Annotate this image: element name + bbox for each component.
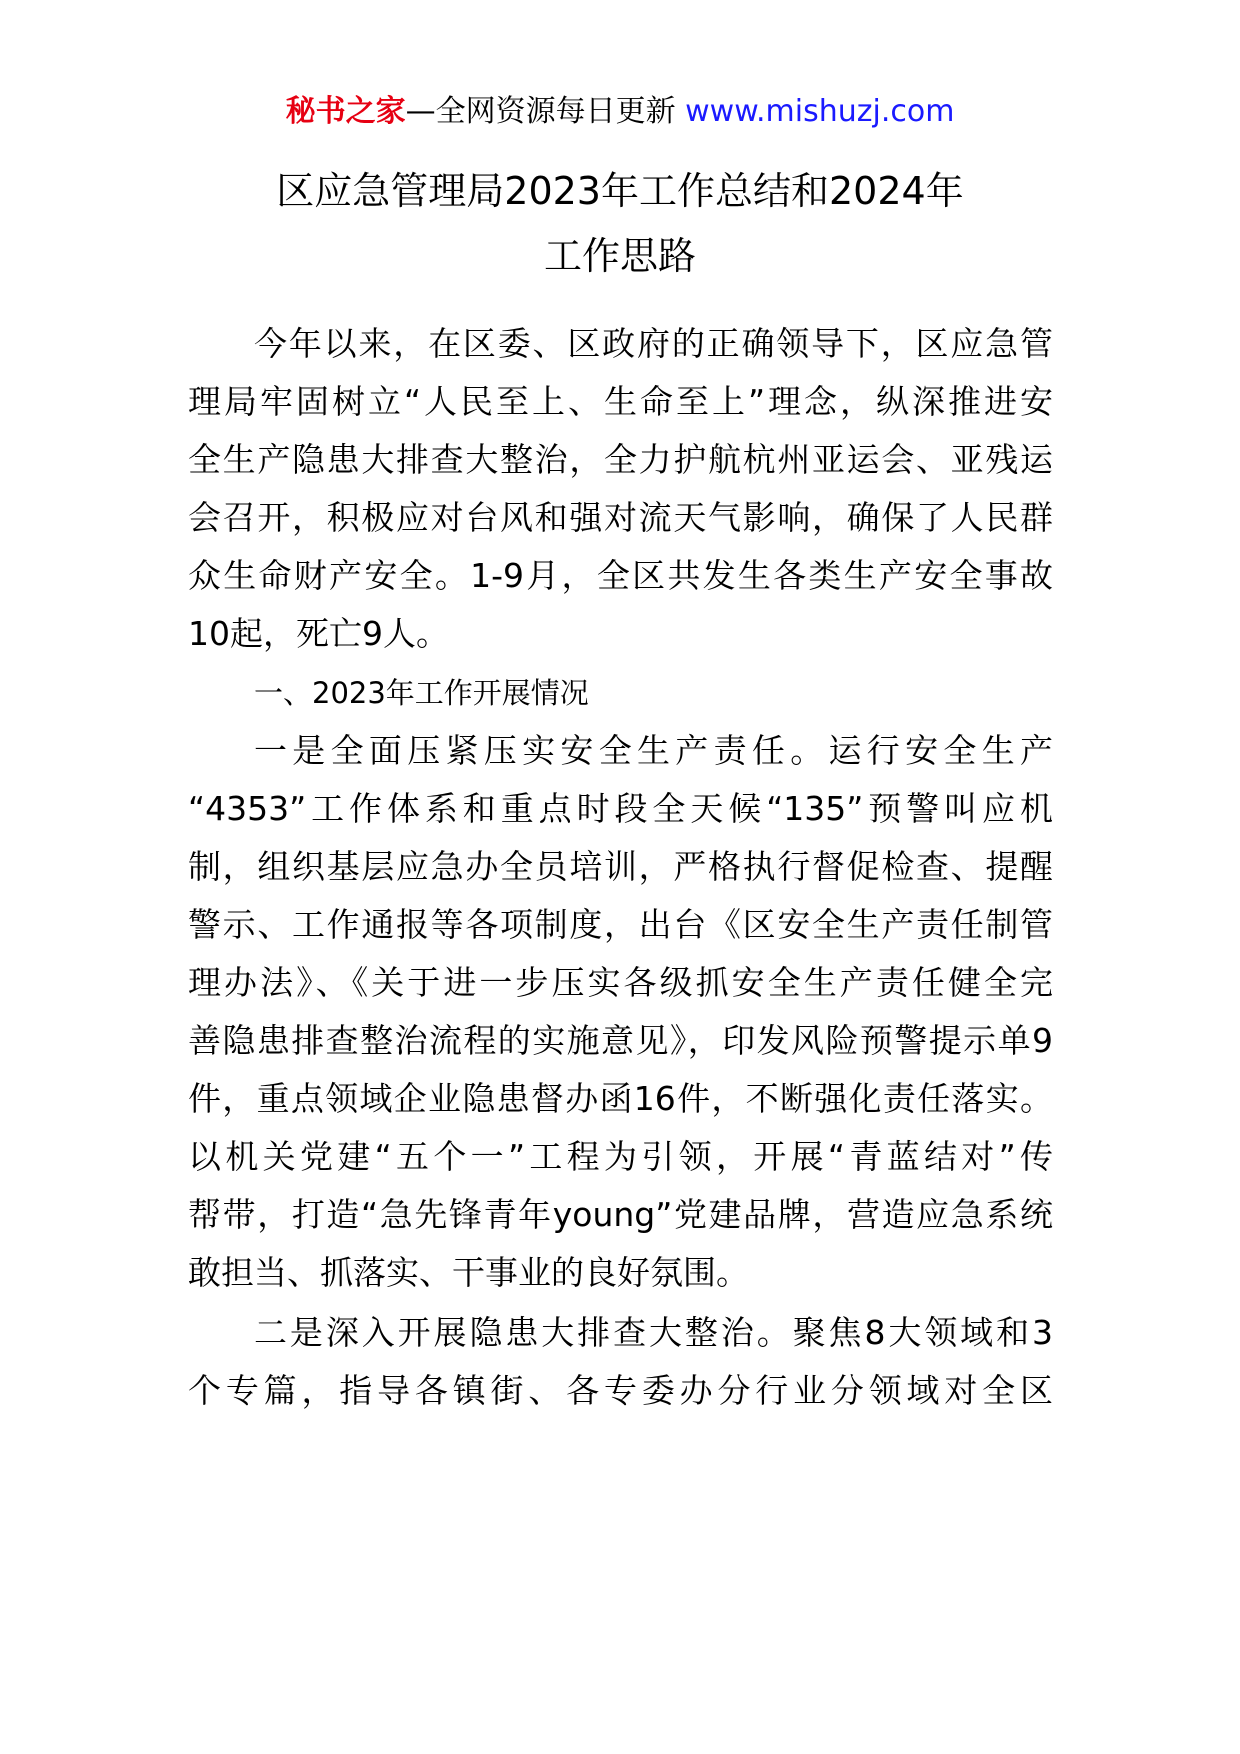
site-tagline: —全网资源每日更新 bbox=[405, 94, 676, 129]
document-title-line-1: 区应急管理局2023年工作总结和2024年 bbox=[276, 169, 964, 213]
body-text-line: 会召开，积极应对台风和强对流天气影响，确保了人民群 bbox=[188, 498, 1053, 537]
body-text-line: 个专篇，指导各镇街、各专委办分行业分领域对全区 bbox=[188, 1371, 1053, 1410]
document-title-line-2: 工作思路 bbox=[543, 234, 696, 278]
body-text-line: 理局牢固树立“人民至上、生命至上”理念，纵深推进安 bbox=[188, 382, 1053, 421]
body-text-line: 理办法》、《关于进一步压实各级抓安全生产责任健全完 bbox=[188, 963, 1053, 1002]
section-heading: 一、2023年工作开展情况 bbox=[254, 676, 589, 710]
body-text-line: “4353”工作体系和重点时段全天候“135”预警叫应机 bbox=[188, 789, 1053, 828]
body-text-line: 全生产隐患大排查大整治，全力护航杭州亚运会、亚残运 bbox=[188, 440, 1053, 479]
body-text-line: 二是深入开展隐患大排查大整治。聚焦8大领域和3 bbox=[254, 1313, 1053, 1352]
body-text-line: 一是全面压紧压实安全生产责任。运行安全生产 bbox=[254, 731, 1053, 770]
body-text-line: 今年以来，在区委、区政府的正确领导下，区应急管 bbox=[254, 324, 1053, 363]
body-text-line: 制，组织基层应急办全员培训，严格执行督促检查、提醒 bbox=[188, 847, 1053, 886]
body-text-line: 敢担当、抓落实、干事业的良好氛围。 bbox=[188, 1253, 749, 1292]
body-text-line: 10起，死亡9人。 bbox=[188, 614, 449, 653]
body-text-line: 警示、工作通报等各项制度，出台《区安全生产责任制管 bbox=[188, 905, 1053, 944]
site-header bbox=[0, 92, 1240, 132]
site-brand: 秘书之家 bbox=[285, 94, 406, 129]
body-text-line: 众生命财产安全。1-9月，全区共发生各类生产安全事故 bbox=[188, 556, 1053, 595]
body-text-line: 件，重点领域企业隐患督办函16件，不断强化责任落实。 bbox=[188, 1079, 1053, 1118]
body-text-line: 以机关党建“五个一”工程为引领，开展“青蓝结对”传 bbox=[188, 1137, 1053, 1176]
body-text-line: 帮带，打造“急先锋青年young”党建品牌，营造应急系统 bbox=[188, 1195, 1053, 1234]
site-url-link[interactable]: www.mishuzj.com bbox=[685, 94, 955, 129]
body-text-line: 善隐患排查整治流程的实施意见》，印发风险预警提示单9 bbox=[188, 1021, 1053, 1060]
